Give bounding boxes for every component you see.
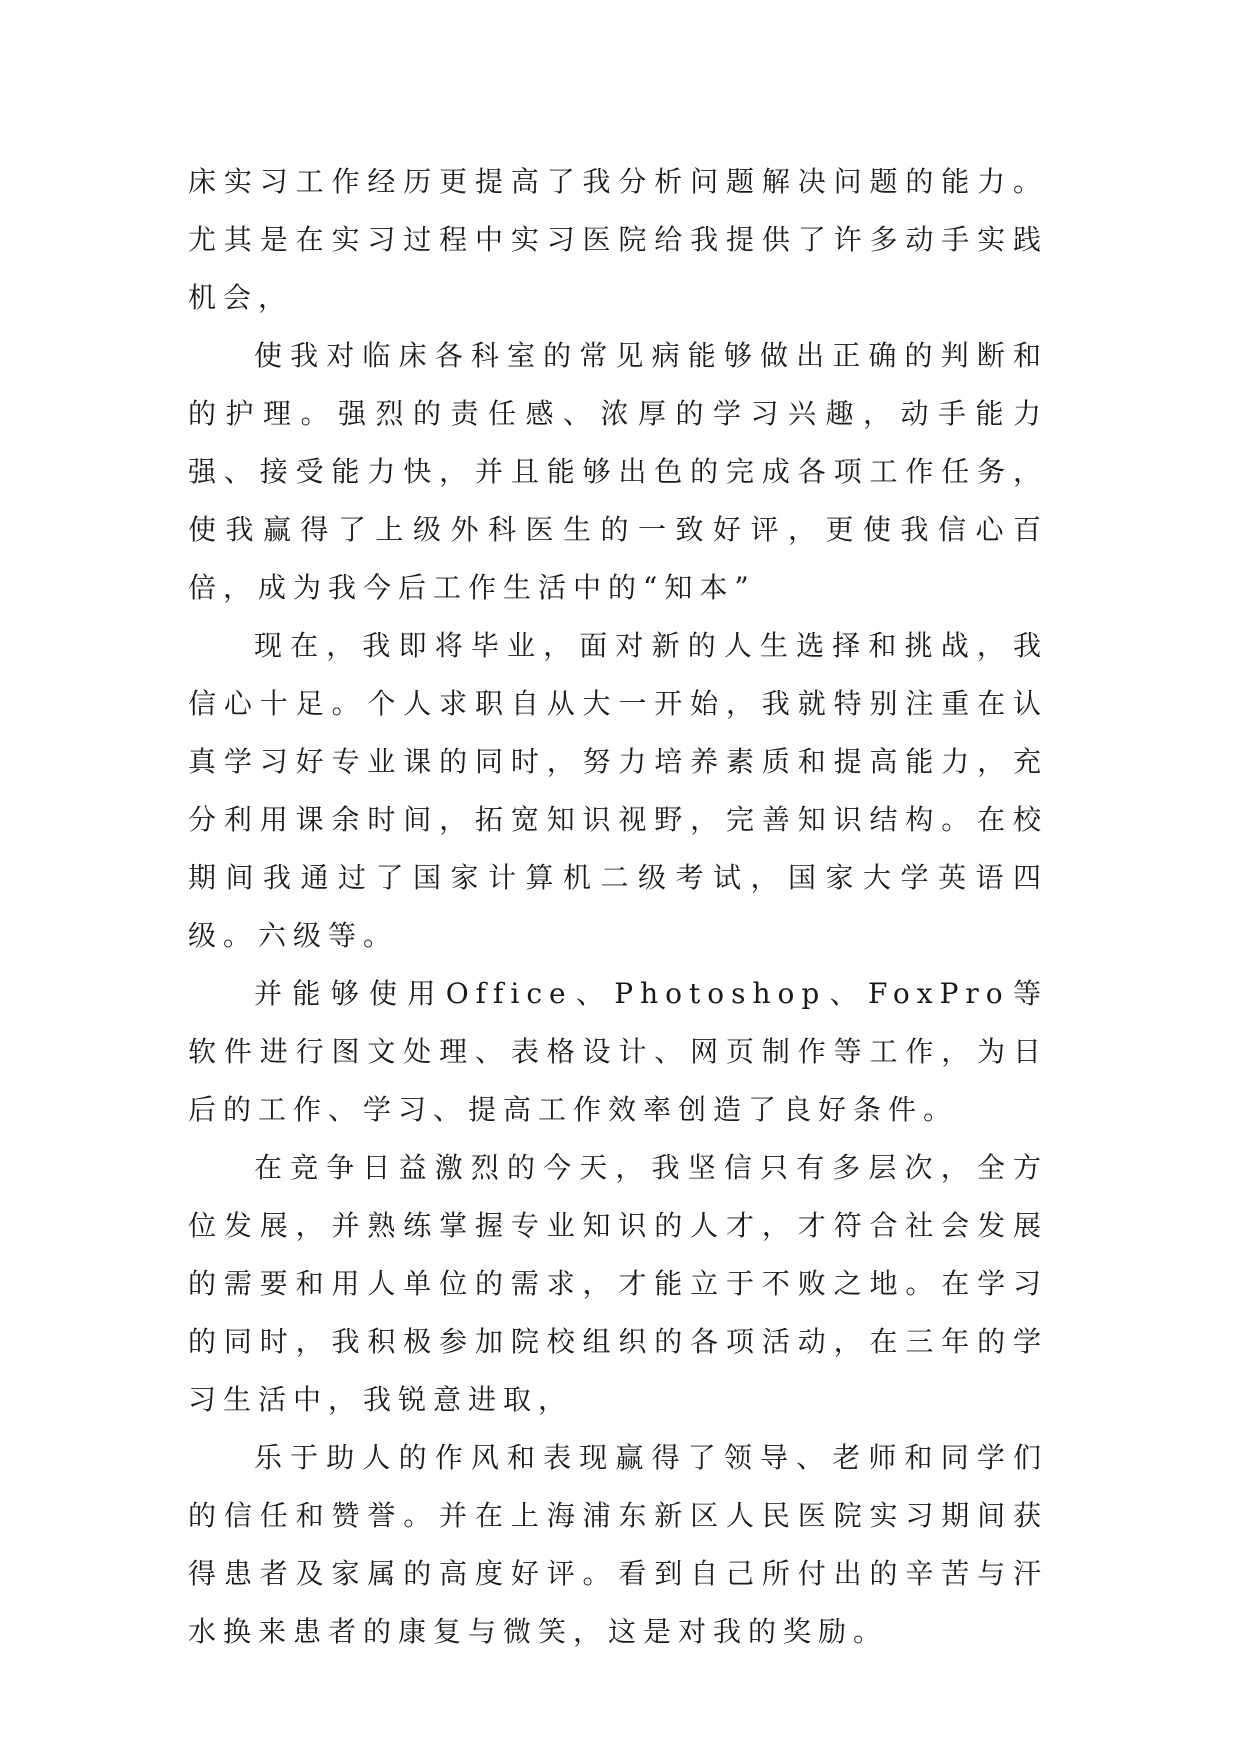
- paragraph-5: 在竞争日益激烈的今天，我坚信只有多层次，全方位发展，并熟练掌握专业知识的人才，才符合社会发展的需要和用人单位的需求，才能立于不败之地。在学习的同时，我积极参加院校组织的各项活动，在三年的学习生活中，我锐意进取，: [188, 1151, 1048, 1416]
- paragraph-2: 使我对临床各科室的常见病能够做出正确的判断和的护理。强烈的责任感、浓厚的学习兴趣，动手能力强、接受能力快，并且能够出色的完成各项工作任务，使我赢得了上级外科医生的一致好评，更使我信心百倍，成为我今后工作生活中的“知本”: [188, 339, 1048, 604]
- document-body: [188, 153, 1048, 1661]
- paragraph-3: 现在，我即将毕业，面对新的人生选择和挑战，我信心十足。个人求职自从大一开始，我就特别注重在认真学习好专业课的同时，努力培养素质和提高能力，充分利用课余时间，拓宽知识视野，完善知识结构。在校期间我通过了国家计算机二级考试，国家大学英语四级。六级等。: [188, 629, 1048, 952]
- paragraph-4: 并能够使用Office、Photoshop、FoxPro等软件进行图文处理、表格设计、网页制作等工作，为日后的工作、学习、提高工作效率创造了良好条件。: [188, 977, 1048, 1126]
- paragraph-1: 床实习工作经历更提高了我分析问题解决问题的能力。尤其是在实习过程中实习医院给我提供了许多动手实践机会，: [188, 165, 1048, 314]
- paragraph-6: 乐于助人的作风和表现赢得了领导、老师和同学们的信任和赞誉。并在上海浦东新区人民医院实习期间获得患者及家属的高度好评。看到自己所付出的辛苦与汗水换来患者的康复与微笑，这是对我的奖励。: [188, 1441, 1048, 1648]
